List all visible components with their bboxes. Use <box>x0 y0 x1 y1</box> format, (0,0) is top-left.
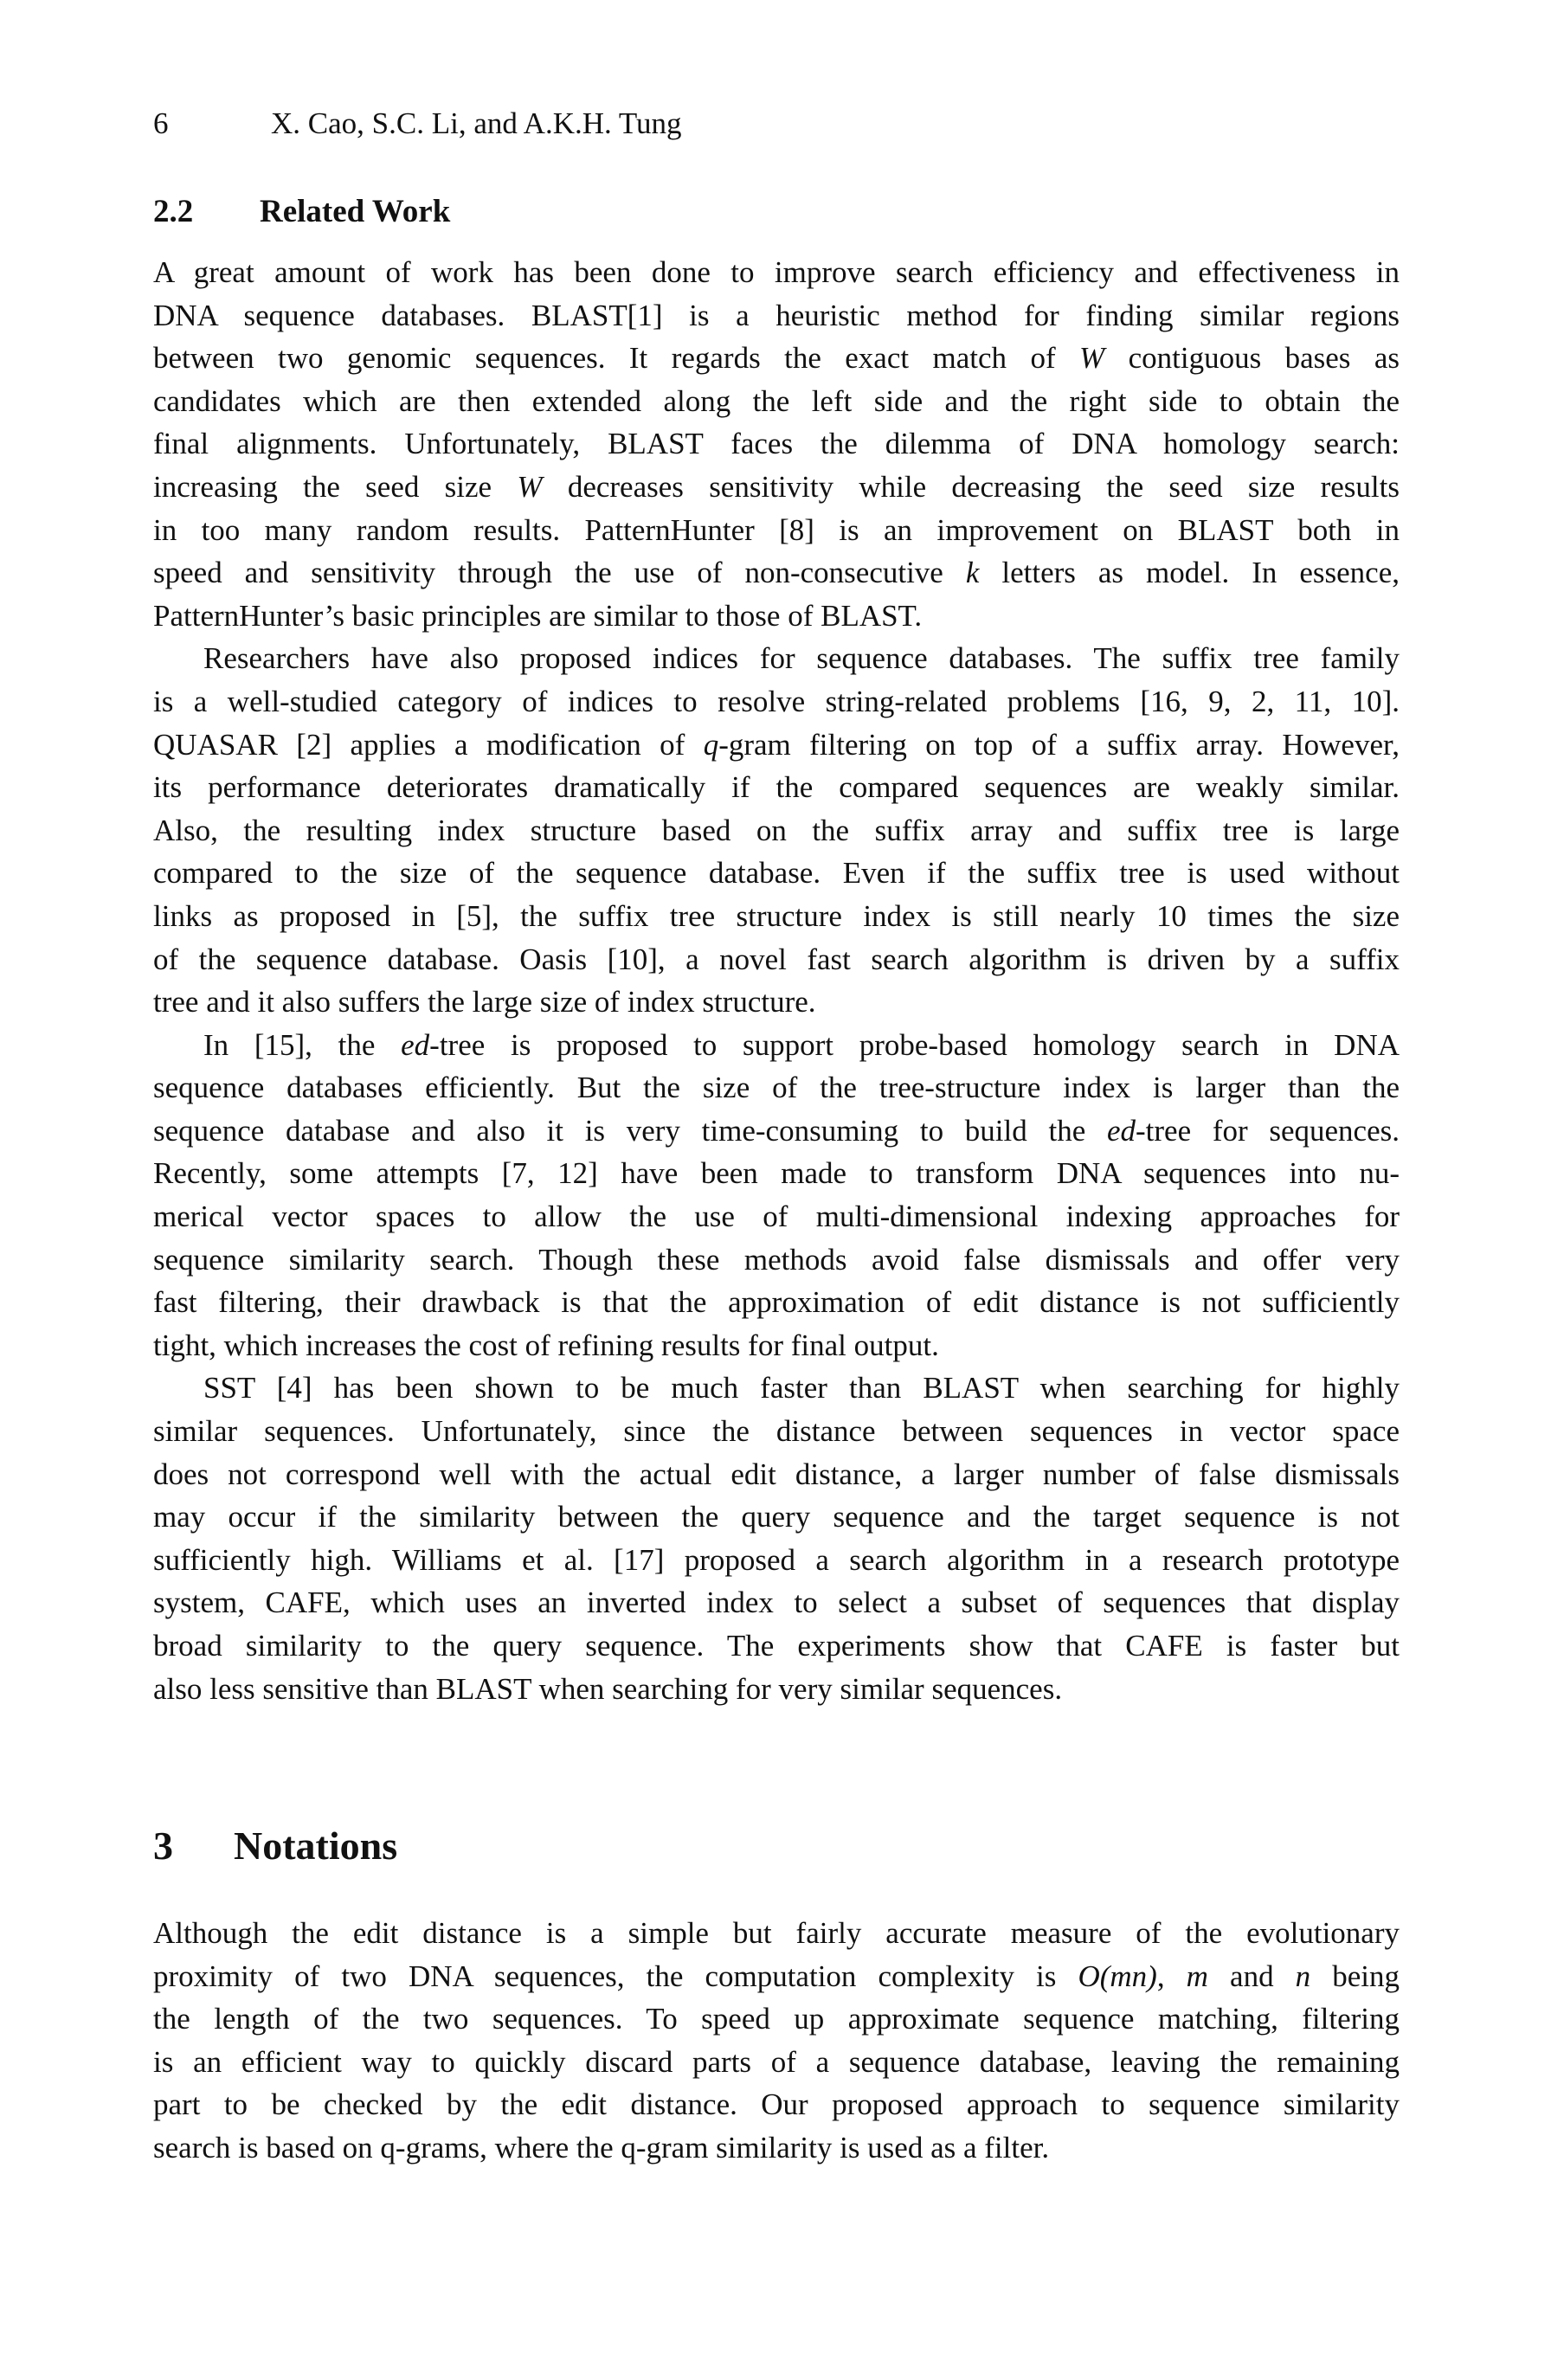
text-line <box>153 1410 1400 1453</box>
math-symbol: n <box>1295 1959 1311 1993</box>
text-line <box>153 2083 1400 2126</box>
text-run: search is based on q-grams, where the q-gram similarity is used as a filter. <box>153 2130 1050 2165</box>
text-run: tree and it also suffers the large size of index structure. <box>153 985 816 1020</box>
text-run: increasing the seed size <box>153 469 518 504</box>
text-line <box>153 337 1400 380</box>
text-line <box>153 1066 1400 1110</box>
text-run: proximity of two DNA sequences, the computation complexity is <box>153 1959 1078 1993</box>
text-line <box>153 637 1400 680</box>
text-run: sequence similarity search. Though these methods avoid false dismissals and offer very <box>153 1242 1400 1277</box>
text-run: links as proposed in [5], the suffix tree structure index is still nearly 10 times the size <box>153 898 1400 933</box>
text-line <box>153 595 1400 638</box>
text-run: sufficiently high. Williams et al. [17] proposed a search algorithm in a research prototype <box>153 1542 1400 1577</box>
text-line <box>153 509 1400 552</box>
text-line <box>153 2041 1400 2084</box>
text-line <box>153 551 1400 595</box>
text-run: between two genomic sequences. It regards the exact match of <box>153 341 1080 376</box>
text-line <box>153 1453 1400 1496</box>
text-run: Researchers have also proposed indices for sequence databases. The suffix tree family <box>203 641 1400 676</box>
text-run: PatternHunter’s basic principles are similar to those of BLAST. <box>153 598 923 633</box>
text-run: Also, the resulting index structure based on the suffix array and suffix tree is large <box>153 813 1400 847</box>
page-number: 6 <box>153 106 169 140</box>
text-line <box>153 1324 1400 1367</box>
text-run: is a well-studied category of indices to resolve string-related problems [16, 9, 2, 11, 10]. <box>153 684 1400 718</box>
section-number: 2.2 <box>153 194 194 229</box>
math-symbol: W <box>517 469 543 504</box>
text-line <box>153 1624 1400 1668</box>
text-run: -tree is proposed to support probe-based homology search in DNA <box>429 1027 1400 1062</box>
text-run: being <box>1310 1959 1400 1993</box>
text-line <box>153 2126 1400 2170</box>
text-line <box>153 1581 1400 1624</box>
text-run: compared to the size of the sequence database. Even if the suffix tree is used without <box>153 856 1400 891</box>
text-run: of the sequence database. Oasis [10], a novel fast search algorithm is driven by a suffix <box>153 942 1400 976</box>
text-run: speed and sensitivity through the use of non-consecutive <box>153 556 966 590</box>
text-line <box>153 1912 1400 1955</box>
text-run: tight, which increases the cost of refining results for final output. <box>153 1328 939 1362</box>
text-run: In [15], the <box>203 1027 402 1062</box>
text-line <box>153 938 1400 981</box>
text-run: also less sensitive than BLAST when searching for very similar sequences. <box>153 1671 1063 1706</box>
math-symbol: O(mn) <box>1078 1959 1157 1993</box>
text-line <box>153 1152 1400 1195</box>
text-run: its performance deteriorates dramatically if the compared sequences are weakly similar. <box>153 770 1400 805</box>
text-run: does not correspond well with the actual edit distance, a larger number of false dismissals <box>153 1457 1400 1491</box>
text-line <box>153 895 1400 938</box>
text-line <box>153 852 1400 895</box>
text-line <box>153 680 1400 724</box>
text-run: broad similarity to the query sequence. The experiments show that CAFE is faster but <box>153 1629 1400 1663</box>
text-line <box>153 422 1400 466</box>
text-line <box>153 251 1400 294</box>
math-symbol: q <box>703 727 719 762</box>
section-title: Notations <box>234 1824 398 1868</box>
math-symbol: W <box>1079 341 1105 376</box>
math-symbol: ed <box>1106 1113 1136 1148</box>
text-run: -gram filtering on top of a suffix array. However, <box>718 727 1400 762</box>
text-run: SST [4] has been shown to be much faster than BLAST when searching for highly <box>203 1371 1400 1405</box>
text-line <box>153 1238 1400 1282</box>
text-run: QUASAR [2] applies a modification of <box>153 727 704 762</box>
text-run: part to be checked by the edit distance. Our proposed approach to sequence similarity <box>153 2087 1400 2122</box>
section-number: 3 <box>153 1824 173 1868</box>
text-run: A great amount of work has been done to improve search efficiency and effectiveness in <box>153 255 1400 289</box>
text-line <box>153 1496 1400 1539</box>
text-line <box>153 724 1400 767</box>
text-run: letters as model. In essence, <box>979 556 1400 590</box>
math-symbol: k <box>965 556 980 590</box>
text-line <box>153 981 1400 1024</box>
text-run: Although the edit distance is a simple but fairly accurate measure of the evolutionary <box>153 1916 1400 1950</box>
text-run: , <box>1156 1959 1187 1993</box>
text-line <box>153 1110 1400 1153</box>
math-symbol: m <box>1186 1959 1208 1993</box>
text-run: decreases sensitivity while decreasing the seed size results <box>542 469 1400 504</box>
text-line <box>153 294 1400 338</box>
text-line <box>153 1195 1400 1238</box>
text-line <box>153 766 1400 809</box>
text-run: may occur if the similarity between the query sequence and the target sequence is not <box>153 1500 1400 1534</box>
text-run: system, CAFE, which uses an inverted index to select a subset of sequences that display <box>153 1586 1400 1620</box>
text-run: Recently, some attempts [7, 12] have been made to transform DNA sequences into nu- <box>153 1156 1400 1191</box>
text-run: sequence databases efficiently. But the size of the tree-structure index is larger than the <box>153 1071 1400 1105</box>
running-head-authors: X. Cao, S.C. Li, and A.K.H. Tung <box>271 106 682 140</box>
text-line <box>153 1997 1400 2041</box>
text-run: similar sequences. Unfortunately, since the distance between sequences in vector space <box>153 1414 1400 1449</box>
text-line <box>153 1024 1400 1067</box>
text-line <box>153 1539 1400 1582</box>
text-run: in too many random results. PatternHunter [8] is an improvement on BLAST both in <box>153 512 1400 547</box>
text-run: final alignments. Unfortunately, BLAST faces the dilemma of DNA homology search: <box>153 427 1400 461</box>
text-run: fast filtering, their drawback is that the approximation of edit distance is not sufficiently <box>153 1285 1400 1320</box>
text-line <box>153 380 1400 423</box>
text-line <box>153 1668 1400 1711</box>
notations-body <box>153 1912 1400 2170</box>
text-line <box>153 466 1400 509</box>
text-run: -tree for sequences. <box>1136 1113 1400 1148</box>
text-run: DNA sequence databases. BLAST[1] is a heuristic method for finding similar regions <box>153 298 1400 332</box>
text-run: candidates which are then extended along the left side and the right side to obtain the <box>153 383 1400 418</box>
text-run: contiguous bases as <box>1104 341 1400 376</box>
text-line <box>153 1955 1400 1998</box>
text-run: and <box>1207 1959 1296 1993</box>
text-line <box>153 1281 1400 1324</box>
text-run: merical vector spaces to allow the use of multi-dimensional indexing approaches for <box>153 1200 1400 1234</box>
text-run: sequence database and also it is very time-consuming to build the <box>153 1113 1107 1148</box>
text-run: is an efficient way to quickly discard parts of a sequence database, leaving the remaining <box>153 2044 1400 2079</box>
text-line <box>153 1367 1400 1410</box>
math-symbol: ed <box>401 1027 430 1062</box>
related-work-body <box>153 251 1400 1710</box>
text-line <box>153 809 1400 852</box>
text-run: the length of the two sequences. To speed up approximate sequence matching, filtering <box>153 2002 1400 2036</box>
section-title: Related Work <box>260 194 451 229</box>
